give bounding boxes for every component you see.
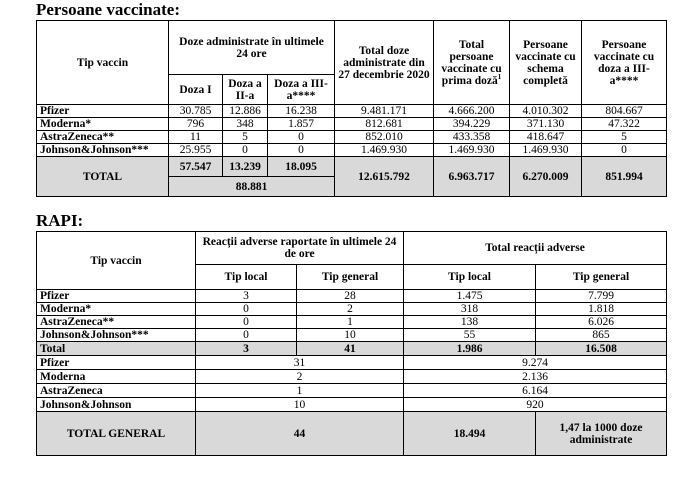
grand-total-row xyxy=(37,412,667,456)
total-row xyxy=(37,342,667,356)
sum-total-value: 9.274 xyxy=(404,356,667,370)
header-local-24h: Tip local xyxy=(196,265,297,290)
table-row xyxy=(37,105,667,118)
dose3-value: 0 xyxy=(268,131,335,144)
header-total-reactions: Total reacții adverse xyxy=(404,232,667,265)
table-row xyxy=(37,384,667,398)
header-tip-vaccin: Tip vaccin xyxy=(37,232,196,290)
general-24h-value: 28 xyxy=(297,290,404,303)
table-row xyxy=(37,131,667,144)
dose2-value: 12.886 xyxy=(223,105,268,118)
vaccine-name: Pfizer xyxy=(37,105,169,118)
vaccine-name: Pfizer xyxy=(37,290,196,303)
grand-total-24h: 44 xyxy=(196,412,404,456)
total-row xyxy=(37,157,667,177)
header-first-dose: Total persoane vaccinate cu prima doză$^1$ xyxy=(434,21,510,105)
sum-total-value: 920 xyxy=(404,398,667,412)
third-dose-persons-value: 5 xyxy=(582,131,667,144)
first-dose-value: 433.358 xyxy=(434,131,510,144)
header-dose2: Doza a II-a xyxy=(223,75,268,105)
total-24h-sum: 88.881 xyxy=(169,177,335,197)
total-third-dose-persons: 851.994 xyxy=(582,157,667,197)
local-24h-value: 0 xyxy=(196,303,297,316)
header-general-total: Tip general xyxy=(536,265,667,290)
total-doses-value: 9.481.171 xyxy=(335,105,434,118)
grand-total-rate: 1,47 la 1000 doze administrate xyxy=(536,412,667,456)
local-24h-value: 0 xyxy=(196,329,297,342)
header-dose1: Doza I xyxy=(169,75,223,105)
dose3-value: 16.238 xyxy=(268,105,335,118)
third-dose-persons-value: 47.322 xyxy=(582,118,667,131)
full-schema-value: 371.130 xyxy=(510,118,582,131)
grand-total-sum: 18.494 xyxy=(404,412,536,456)
dose1-value: 796 xyxy=(169,118,223,131)
total-first-dose: 6.963.717 xyxy=(434,157,510,197)
general-total-value: 6.026 xyxy=(536,316,667,329)
full-schema-value: 418.647 xyxy=(510,131,582,144)
dose1-value: 30.785 xyxy=(169,105,223,118)
total-general-total: 16.508 xyxy=(536,342,667,356)
table-row xyxy=(37,144,667,157)
local-total-value: 55 xyxy=(404,329,536,342)
dose3-value: 0 xyxy=(268,144,335,157)
dose2-value: 348 xyxy=(223,118,268,131)
local-total-value: 138 xyxy=(404,316,536,329)
general-total-value: 865 xyxy=(536,329,667,342)
dose2-value: 5 xyxy=(223,131,268,144)
header-tip-vaccin: Tip vaccin xyxy=(37,21,169,105)
header-dose3: Doza a III-a**** xyxy=(268,75,335,105)
local-total-value: 1.475 xyxy=(404,290,536,303)
first-dose-value: 394.229 xyxy=(434,118,510,131)
header-local-total: Tip local xyxy=(404,265,536,290)
vaccine-name: Pfizer xyxy=(37,356,196,370)
first-dose-value: 1.469.930 xyxy=(434,144,510,157)
total-local-total: 1.986 xyxy=(404,342,536,356)
table-row xyxy=(37,370,667,384)
full-schema-value: 4.010.302 xyxy=(510,105,582,118)
general-24h-value: 2 xyxy=(297,303,404,316)
total-doses-sum: 12.615.792 xyxy=(335,157,434,197)
sum-24h-value: 31 xyxy=(196,356,404,370)
local-24h-value: 3 xyxy=(196,290,297,303)
total-dose1: 57.547 xyxy=(169,157,223,177)
local-24h-value: 0 xyxy=(196,316,297,329)
vaccine-name: AstraZeneca xyxy=(37,384,196,398)
vaccinated-table xyxy=(36,20,667,197)
general-total-value: 1.818 xyxy=(536,303,667,316)
local-total-value: 318 xyxy=(404,303,536,316)
total-dose3: 18.095 xyxy=(268,157,335,177)
sum-total-value: 2.136 xyxy=(404,370,667,384)
third-dose-persons-value: 804.667 xyxy=(582,105,667,118)
header-reactions-24h: Reacții adverse raportate în ultimele 24 de ore xyxy=(196,232,404,265)
vaccine-name: AstraZeneca** xyxy=(37,131,169,144)
vaccine-name: Johnson&Johnson*** xyxy=(37,329,196,342)
full-schema-value: 1.469.930 xyxy=(510,144,582,157)
table-row xyxy=(37,329,667,342)
rapi-table xyxy=(36,231,667,456)
table-row xyxy=(37,118,667,131)
header-total-doses: Total doze administrate din 27 decembrie 2020 xyxy=(335,21,434,105)
total-doses-value: 1.469.930 xyxy=(335,144,434,157)
sum-total-value: 6.164 xyxy=(404,384,667,398)
sum-24h-value: 2 xyxy=(196,370,404,384)
first-dose-value: 4.666.200 xyxy=(434,105,510,118)
total-label: Total xyxy=(37,342,196,356)
table-row xyxy=(37,316,667,329)
table-row xyxy=(37,398,667,412)
vaccine-name: Moderna* xyxy=(37,118,169,131)
dose2-value: 0 xyxy=(223,144,268,157)
header-general-24h: Tip general xyxy=(297,265,404,290)
total-dose2: 13.239 xyxy=(223,157,268,177)
grand-total-label: TOTAL GENERAL xyxy=(37,412,196,456)
total-local-24h: 3 xyxy=(196,342,297,356)
total-doses-value: 852.010 xyxy=(335,131,434,144)
vaccine-name: AstraZeneca** xyxy=(37,316,196,329)
general-24h-value: 1 xyxy=(297,316,404,329)
dose3-value: 1.857 xyxy=(268,118,335,131)
total-label: TOTAL xyxy=(37,157,169,197)
total-doses-value: 812.681 xyxy=(335,118,434,131)
total-full-schema: 6.270.009 xyxy=(510,157,582,197)
section-title-rapi: RAPI: xyxy=(36,211,84,230)
vaccine-name: Johnson&Johnson xyxy=(37,398,196,412)
general-24h-value: 10 xyxy=(297,329,404,342)
vaccine-name: Moderna xyxy=(37,370,196,384)
table-row xyxy=(37,303,667,316)
sum-24h-value: 10 xyxy=(196,398,404,412)
vaccine-name: Johnson&Johnson*** xyxy=(37,144,169,157)
table-row xyxy=(37,356,667,370)
table-row xyxy=(37,290,667,303)
sum-24h-value: 1 xyxy=(196,384,404,398)
total-general-24h: 41 xyxy=(297,342,404,356)
vaccine-name: Moderna* xyxy=(37,303,196,316)
third-dose-persons-value: 0 xyxy=(582,144,667,157)
dose1-value: 25.955 xyxy=(169,144,223,157)
general-total-value: 7.799 xyxy=(536,290,667,303)
dose1-value: 11 xyxy=(169,131,223,144)
header-doses-24h: Doze administrate în ultimele 24 ore xyxy=(169,21,335,75)
header-third-dose-persons: Persoane vaccinate cu doza a III-a**** xyxy=(582,21,667,105)
header-full-schema: Persoane vaccinate cu schema completă xyxy=(510,21,582,105)
section-title-vaccinated: Persoane vaccinate: xyxy=(36,0,180,19)
